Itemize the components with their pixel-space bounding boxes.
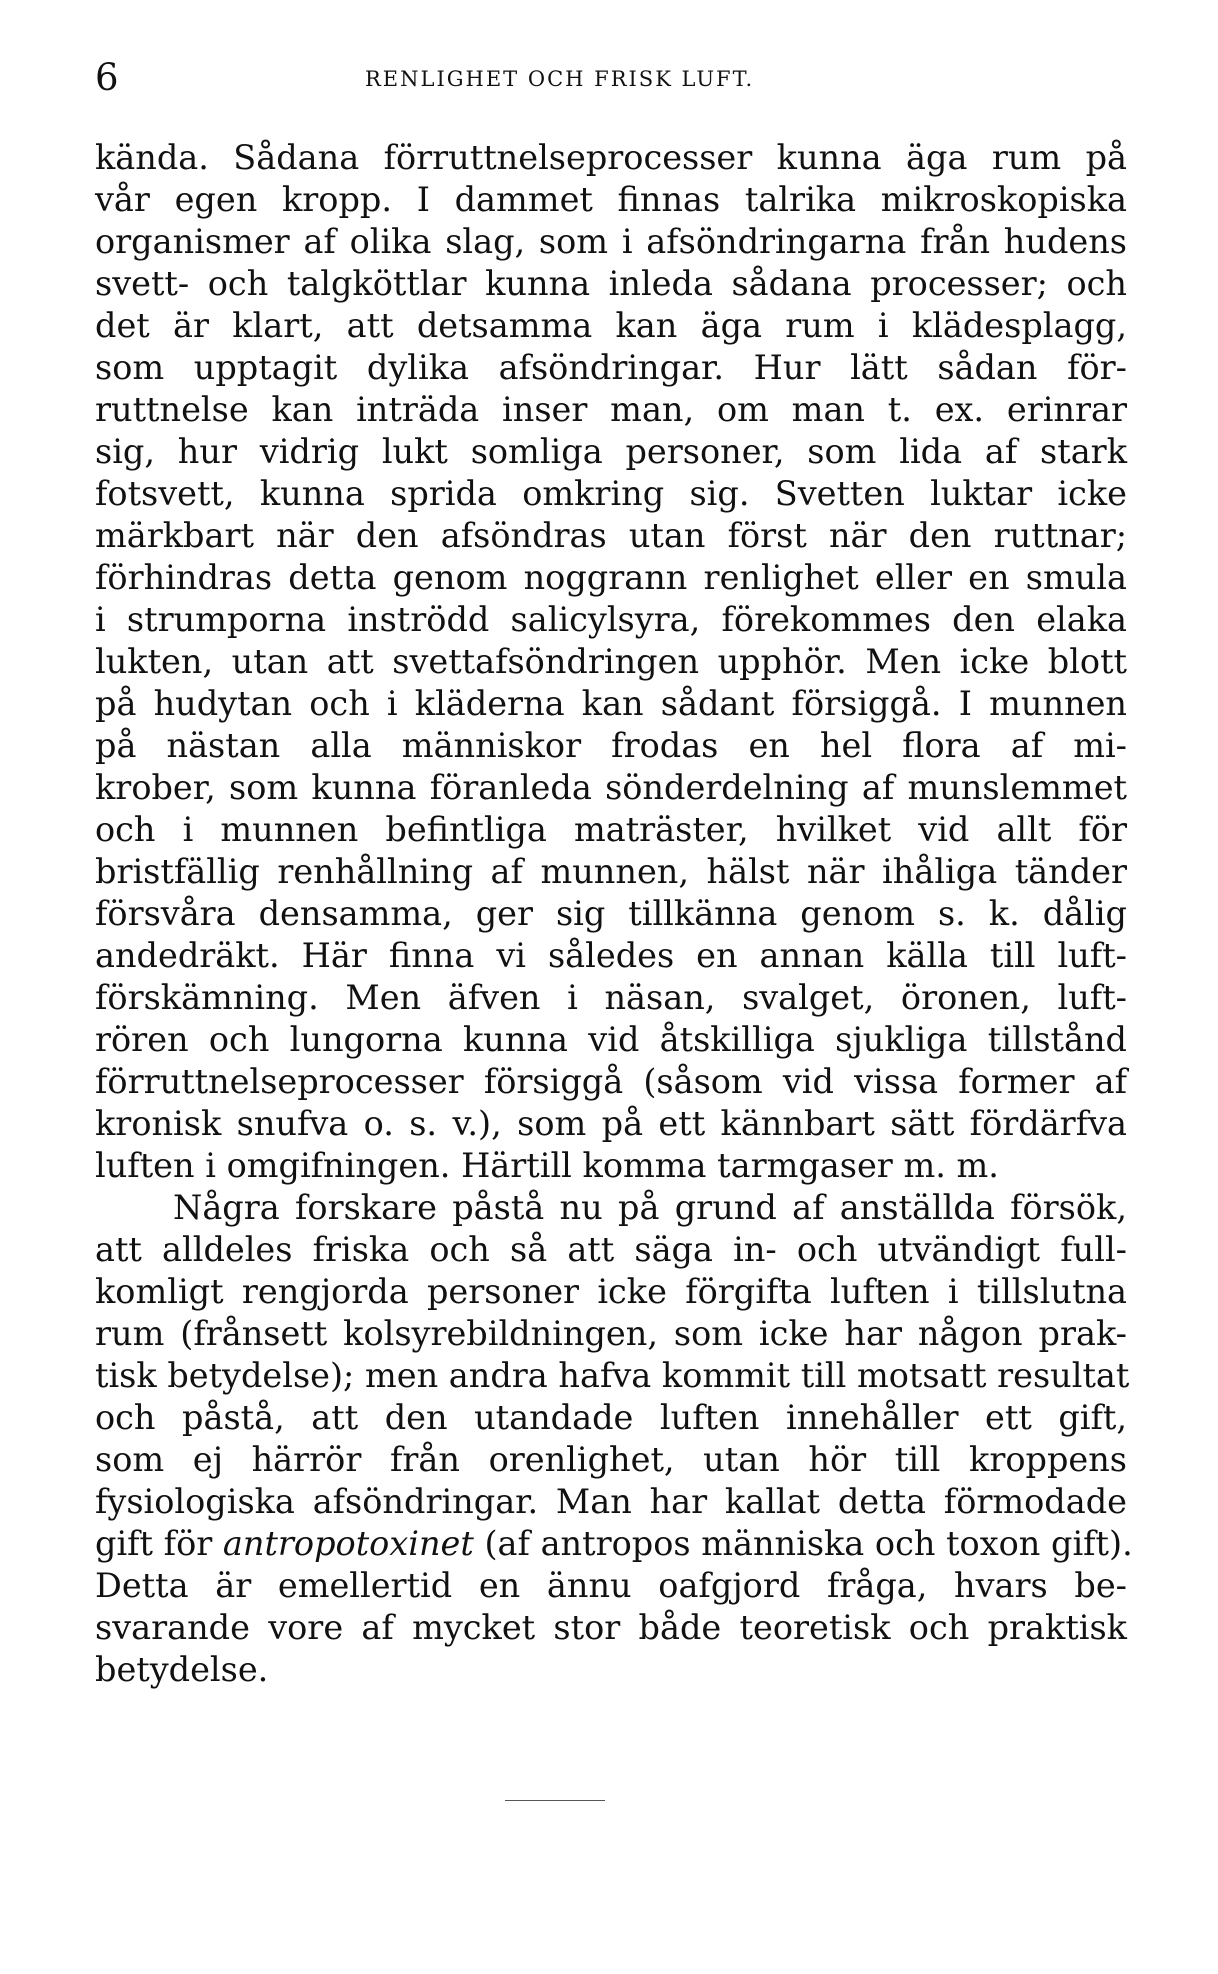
text-line-with-italic bbox=[95, 1523, 1133, 1565]
text-line: vår egen kropp. I dammet finnas talrika mikroskopiska bbox=[95, 180, 1127, 219]
text-line: fysiologiska afsöndringar. Man har kallat detta förmodade bbox=[95, 1482, 1127, 1521]
text-line: andedräkt. Här finna vi således en annan källa till luft- bbox=[95, 936, 1127, 975]
paragraph-start-line: Några forskare påstå nu på grund af anställda försök, bbox=[173, 1188, 1127, 1227]
text-line: på nästan alla människor frodas en hel flora af mi- bbox=[95, 726, 1127, 765]
body-text bbox=[95, 137, 1133, 1691]
text-line: försvåra densamma, ger sig tillkänna genom s. k. dålig bbox=[95, 894, 1127, 933]
text-line: kronisk snufva o. s. v.), som på ett kännbart sätt fördärfva bbox=[95, 1104, 1127, 1143]
text-line: att alldeles friska och så att säga in- och utvändigt full- bbox=[95, 1230, 1127, 1269]
text-line: rören och lungorna kunna vid åtskilliga sjukliga tillstånd bbox=[95, 1020, 1127, 1059]
text-line: förhindras detta genom noggrann renlighet eller en smula bbox=[95, 558, 1127, 597]
line-segment: gift för bbox=[95, 1524, 223, 1563]
paragraph-end-line: luften i omgifningen. Härtill komma tarmgaser m. m. bbox=[95, 1146, 999, 1185]
text-line: organismer af olika slag, som i afsöndringarna från hudens bbox=[95, 222, 1127, 261]
text-line: som upptagit dylika afsöndringar. Hur lätt sådan för- bbox=[95, 348, 1127, 387]
line-segment: (af antropos människa och toxon gift). bbox=[473, 1524, 1133, 1563]
text-line: ruttnelse kan inträda inser man, om man t. ex. erinrar bbox=[95, 390, 1127, 429]
text-line: krober, som kunna föranleda sönderdelning af munslemmet bbox=[95, 768, 1127, 807]
text-line: lukten, utan att svettafsöndringen upphör. Men icke blott bbox=[95, 642, 1127, 681]
text-line: tisk betydelse); men andra hafva kommit till motsatt resultat bbox=[95, 1356, 1130, 1395]
text-line: förskämning. Men äfven i näsan, svalget, öronen, luft- bbox=[95, 978, 1127, 1017]
text-line: svarande vore af mycket stor både teoretisk och praktisk bbox=[95, 1608, 1127, 1647]
text-line: bristfällig renhållning af munnen, hälst när ihåliga tänder bbox=[95, 852, 1127, 891]
text-line: Detta är emellertid en ännu oafgjord fråga, hvars be- bbox=[95, 1566, 1127, 1605]
text-line: på hudytan och i kläderna kan sådant försiggå. I munnen bbox=[95, 684, 1127, 723]
text-line: det är klart, att detsamma kan äga rum i klädesplagg, bbox=[95, 306, 1127, 345]
text-line: kända. Sådana förruttnelseprocesser kunna äga rum på bbox=[95, 138, 1127, 177]
italic-term: antropotoxinet bbox=[222, 1524, 474, 1563]
text-line: och påstå, att den utandade luften innehåller ett gift, bbox=[95, 1398, 1127, 1437]
text-line: och i munnen befintliga maträster, hvilket vid allt för bbox=[95, 810, 1127, 849]
text-line: rum (frånsett kolsyrebildningen, som icke har någon prak- bbox=[95, 1314, 1127, 1353]
text-line: sig, hur vidrig lukt somliga personer, som lida af stark bbox=[95, 432, 1127, 471]
text-line: fotsvett, kunna sprida omkring sig. Svetten luktar icke bbox=[95, 474, 1127, 513]
text-line: i strumporna inströdd salicylsyra, förekommes den elaka bbox=[95, 600, 1127, 639]
running-title: RENLIGHET OCH FRISK LUFT. bbox=[365, 67, 755, 91]
text-line: förruttnelseprocesser försiggå (såsom vid vissa former af bbox=[95, 1062, 1127, 1101]
page-header bbox=[95, 56, 1125, 100]
text-line: komligt rengjorda personer icke förgifta luften i tillslutna bbox=[95, 1272, 1127, 1311]
footer-rule bbox=[505, 1800, 605, 1801]
page-number: 6 bbox=[95, 56, 119, 99]
paragraph-end-line: betydelse. bbox=[95, 1650, 269, 1689]
text-line: märkbart när den afsöndras utan först när den ruttnar; bbox=[95, 516, 1127, 555]
text-line: svett- och talgköttlar kunna inleda sådana processer; och bbox=[95, 264, 1127, 303]
text-line: som ej härrör från orenlighet, utan hör till kroppens bbox=[95, 1440, 1127, 1479]
